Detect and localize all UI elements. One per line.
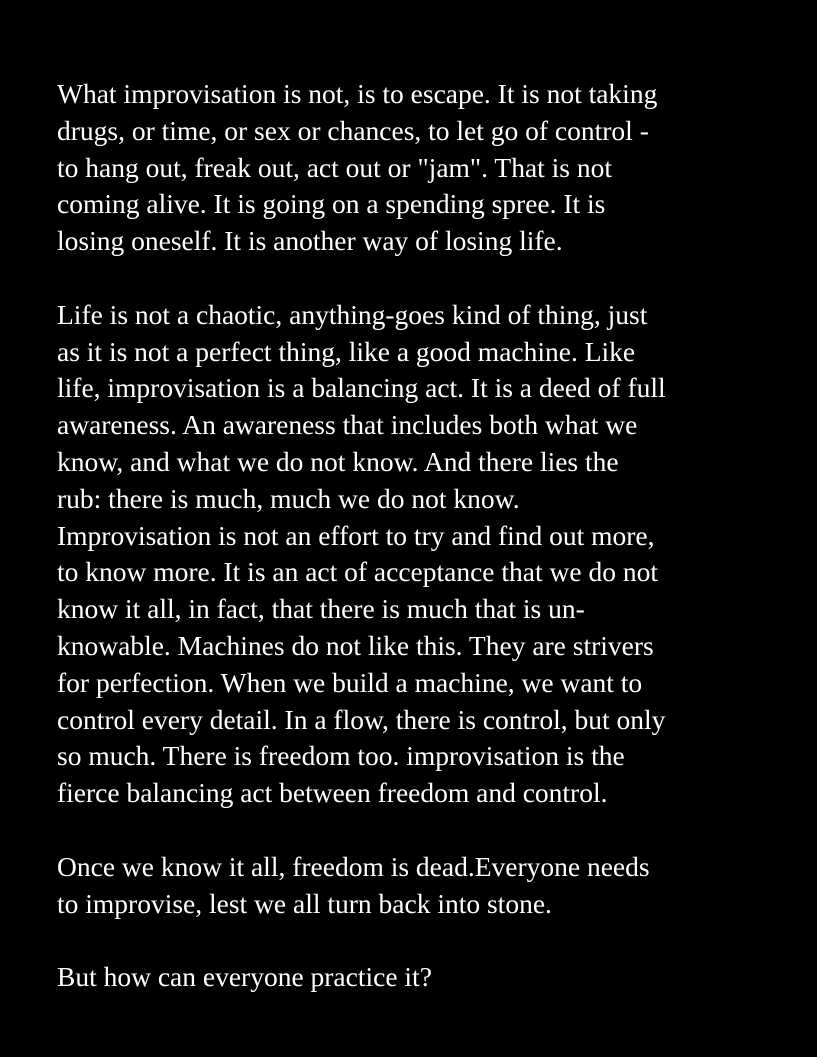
text-line: Once we know it all, freedom is dead.Everyone needs — [57, 850, 650, 882]
text-line: to hang out, freak out, act out or "jam". That is not — [57, 151, 613, 183]
text-line: Life is not a chaotic, anything-goes kind of thing, just — [57, 298, 648, 330]
text-line: awareness. An awareness that includes both what we — [57, 409, 638, 441]
text-line: coming alive. It is going on a spending spree. It is — [57, 188, 606, 220]
text-line: But how can everyone practice it? — [57, 961, 432, 993]
paragraph-2 — [57, 297, 797, 812]
text-line: life, improvisation is a balancing act. It is a deed of full — [57, 372, 666, 404]
text-line: to know more. It is an act of acceptance that we do not — [57, 556, 658, 588]
text-body — [57, 76, 797, 1033]
text-line: knowable. Machines do not like this. They are strivers — [57, 629, 654, 661]
text-line: for perfection. When we build a machine, we want to — [57, 666, 643, 698]
paragraph-3 — [57, 849, 797, 923]
text-line: know it all, in fact, that there is much that is un- — [57, 593, 585, 625]
text-line: control every detail. In a flow, there is control, but only — [57, 703, 666, 735]
text-line: to improvise, lest we all turn back into stone. — [57, 887, 552, 919]
text-line: drugs, or time, or sex or chances, to let go of control - — [57, 114, 649, 146]
paragraph-1 — [57, 76, 797, 260]
text-line: rub: there is much, much we do not know. — [57, 482, 520, 514]
text-line: so much. There is freedom too. improvisation is the — [57, 740, 625, 772]
text-line: as it is not a perfect thing, like a good machine. Like — [57, 335, 636, 367]
text-line: know, and what we do not know. And there lies the — [57, 445, 619, 477]
text-line: losing oneself. It is another way of losing life. — [57, 225, 563, 257]
text-line: What improvisation is not, is to escape. It is not taking — [57, 78, 658, 109]
text-line: Improvisation is not an effort to try and find out more, — [57, 519, 655, 551]
text-line: fierce balancing act between freedom and control. — [57, 777, 608, 809]
paragraph-4 — [57, 959, 797, 996]
